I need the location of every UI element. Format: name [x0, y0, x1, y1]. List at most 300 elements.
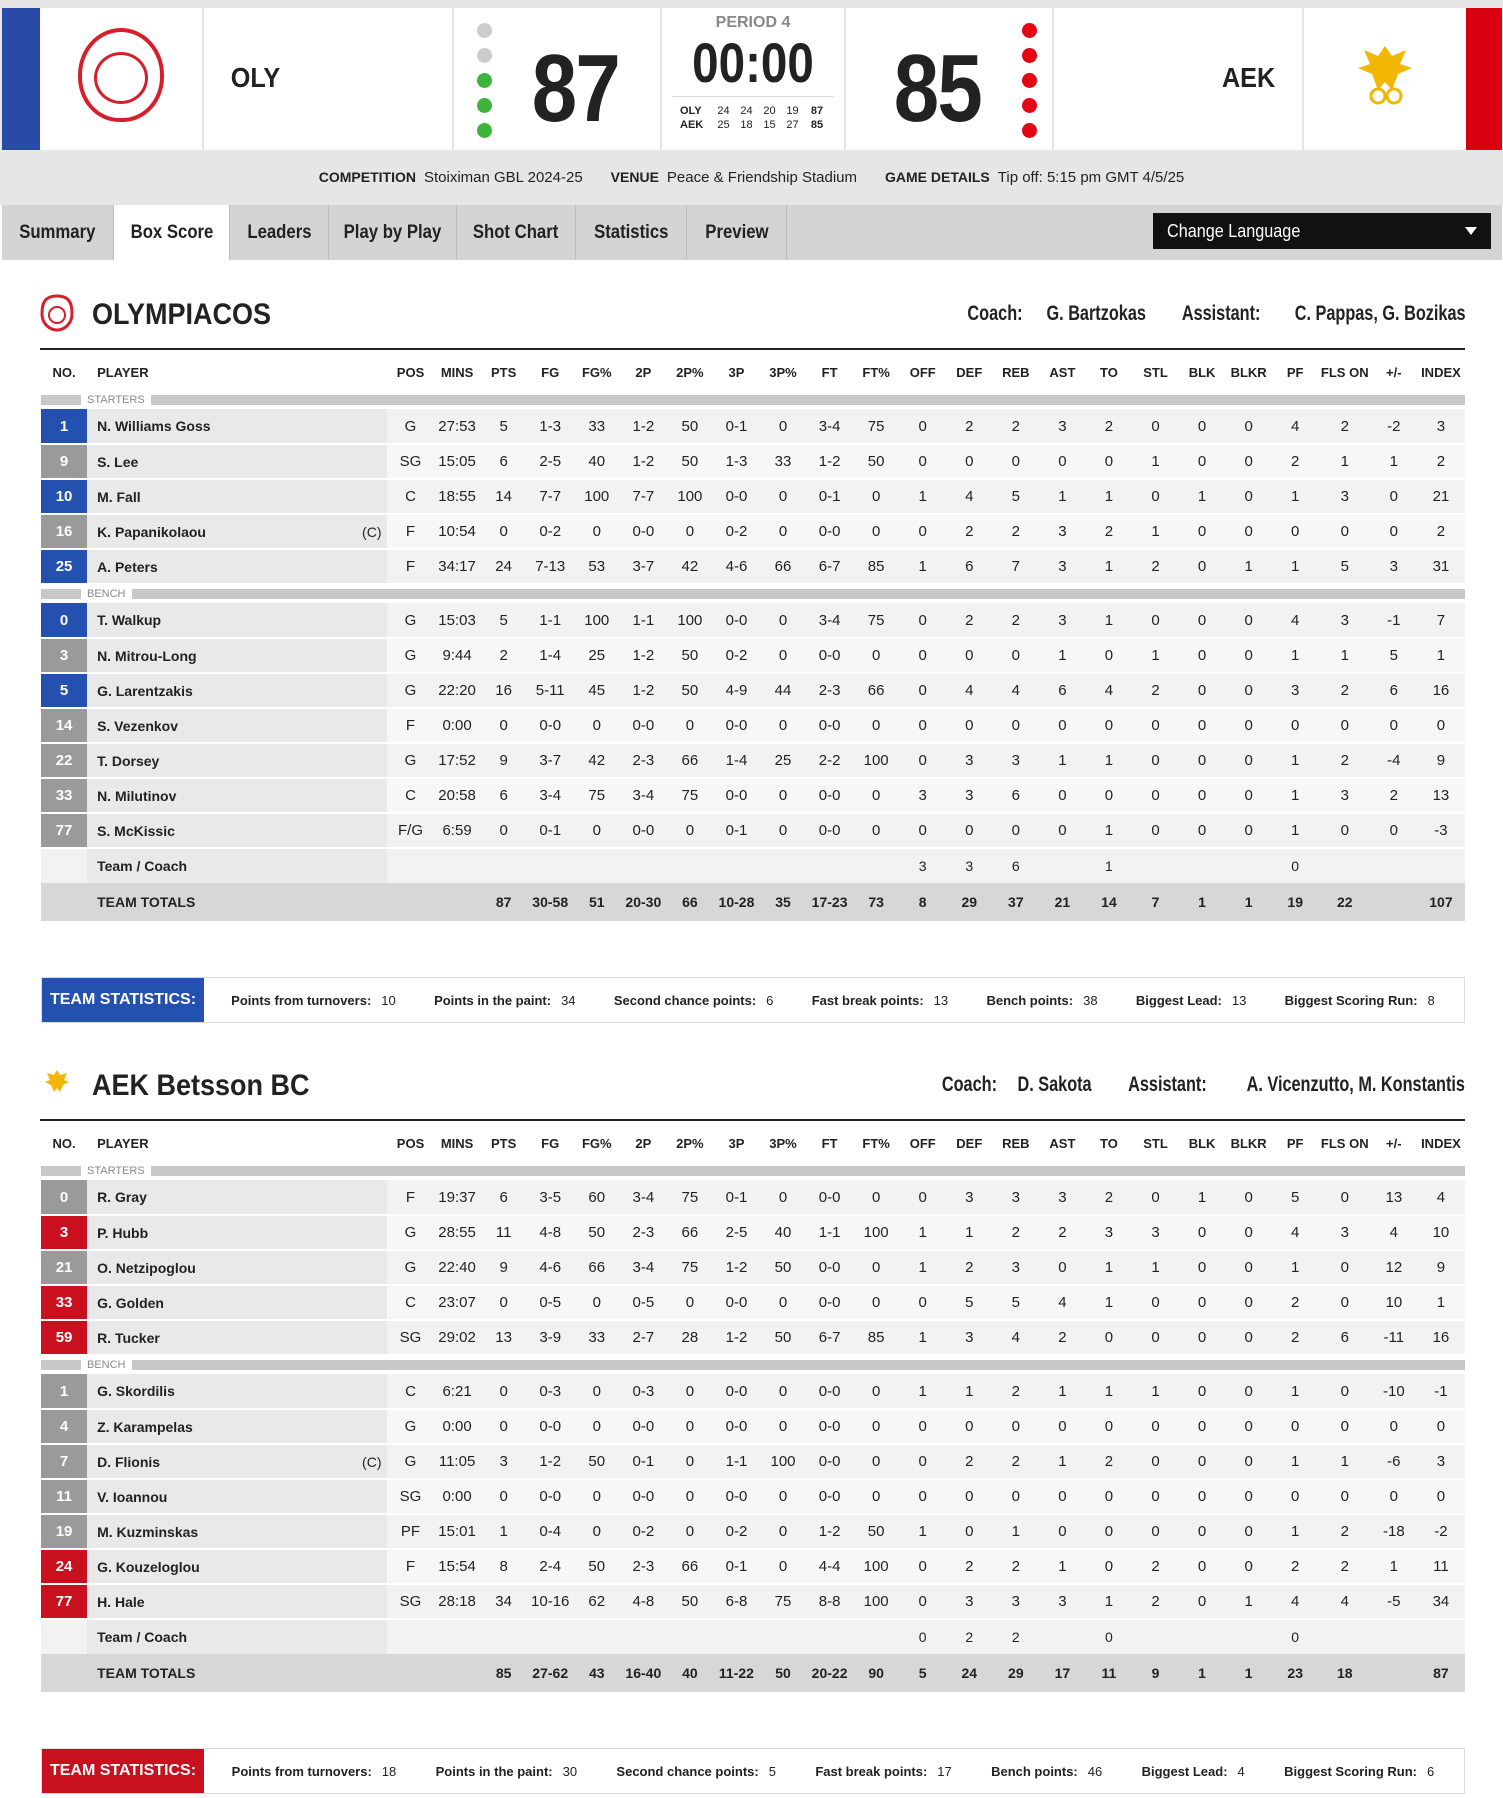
player-name-link[interactable]: N. Mitrou-Long	[87, 638, 387, 673]
stat-cell: 0	[1226, 1250, 1272, 1285]
stat-cell: 1	[1226, 549, 1272, 584]
stat-cell: 13	[481, 1320, 527, 1355]
jersey-number: 5	[41, 673, 87, 708]
stat-cell: 9	[481, 1250, 527, 1285]
stat-cell: 1	[1085, 479, 1132, 514]
player-name-link[interactable]: G. Larentzakis	[87, 673, 387, 708]
stat-cell: 16	[1417, 1320, 1465, 1355]
stat-cell: 1	[1039, 1374, 1085, 1409]
column-header[interactable]: PLAYER	[97, 364, 149, 380]
stat-cell: 4-8	[620, 1584, 667, 1619]
stat-cell: 6	[481, 444, 527, 479]
stat-cell: 2-2	[806, 743, 853, 778]
stat-cell: 0	[1226, 813, 1272, 848]
stat-cell	[1039, 848, 1085, 883]
column-header[interactable]: +/-	[1386, 364, 1402, 380]
stat-cell: 2	[1319, 1549, 1371, 1584]
stat-cell: 0	[1085, 1320, 1132, 1355]
column-header[interactable]: BLK	[1188, 1135, 1216, 1151]
column-header[interactable]: +/-	[1386, 1135, 1402, 1151]
stat-cell: 100	[574, 603, 620, 638]
stat-cell: 3	[481, 1444, 527, 1479]
stat-cell: 0-0	[527, 1409, 574, 1444]
stat-cell: 1	[899, 1320, 946, 1355]
player-name-link[interactable]: G. Kouzeloglou	[87, 1549, 387, 1584]
stat-cell: 9	[481, 743, 527, 778]
jersey-number: 14	[41, 708, 87, 743]
tab-statistics[interactable]: Statistics	[576, 205, 687, 260]
stat-cell: 0	[1417, 708, 1465, 743]
stat-cell: 0	[1179, 813, 1226, 848]
total-cell	[434, 883, 481, 921]
stat-cell: 75	[667, 778, 713, 813]
team-stat-item: Biggest Lead: 4	[1141, 1763, 1245, 1779]
stat-cell: 0	[1179, 1409, 1226, 1444]
stat-cell: 0	[1039, 708, 1085, 743]
stat-cell: 4-6	[527, 1250, 574, 1285]
column-header[interactable]: FT%	[862, 1135, 890, 1151]
stat-cell: 0	[760, 1479, 806, 1514]
stat-cell: 1-1	[527, 603, 574, 638]
stat-cell: 0-1	[806, 479, 853, 514]
stat-cell: 2	[1319, 1514, 1371, 1549]
stat-cell: 42	[667, 549, 713, 584]
jersey-number: 3	[41, 1215, 87, 1250]
stat-cell: 6	[481, 778, 527, 813]
stat-cell: F	[387, 708, 433, 743]
player-name-link[interactable]: S. McKissic	[87, 813, 387, 848]
stat-cell: -5	[1371, 1584, 1417, 1619]
stat-cell: 1	[1272, 638, 1319, 673]
player-name-link[interactable]: O. Netzipoglou	[87, 1250, 387, 1285]
stat-cell: 4	[946, 673, 992, 708]
stat-cell: 0-0	[713, 708, 760, 743]
stat-cell: 0	[1272, 1479, 1319, 1514]
column-header[interactable]: REB	[1002, 1135, 1030, 1151]
column-header[interactable]: DEF	[956, 1135, 983, 1151]
stat-cell	[1319, 848, 1371, 883]
stat-cell: 0	[1039, 813, 1085, 848]
stat-cell: 75	[760, 1584, 806, 1619]
stat-cell: 100	[760, 1444, 806, 1479]
stat-cell: 6:59	[434, 813, 481, 848]
player-name-link[interactable]: G. Golden	[87, 1285, 387, 1320]
stat-cell: 0	[1226, 444, 1272, 479]
stat-cell: 6	[992, 778, 1039, 813]
column-header[interactable]: 2P%	[676, 1135, 704, 1151]
stat-cell: 0	[1319, 1374, 1371, 1409]
stat-cell: 9:44	[434, 638, 481, 673]
stat-cell: 75	[667, 1250, 713, 1285]
stat-cell: 0-1	[713, 813, 760, 848]
column-header[interactable]: INDEX	[1421, 1135, 1461, 1151]
stat-cell: 62	[574, 1584, 620, 1619]
column-header[interactable]: PLAYER	[97, 1135, 149, 1151]
stat-cell: 0	[1179, 708, 1226, 743]
stat-cell: F/G	[387, 813, 433, 848]
stat-cell: 1-1	[620, 603, 667, 638]
player-name-link[interactable]: H. Hale	[87, 1584, 387, 1619]
table-row	[41, 708, 1465, 743]
stat-cell: 2	[1272, 444, 1319, 479]
away-team-abbr: AEK	[1221, 62, 1276, 93]
player-name-link[interactable]: S. Vezenkov	[87, 708, 387, 743]
team-totals-row	[41, 883, 1465, 921]
team-header	[40, 1063, 1465, 1113]
timeout-dot-icon	[477, 123, 492, 138]
stat-cell: 0	[1085, 444, 1132, 479]
stat-cell: 6	[1319, 1320, 1371, 1355]
total-cell: 29	[992, 1654, 1039, 1692]
stat-cell: 0	[481, 514, 527, 549]
column-header[interactable]: 2P	[635, 364, 652, 380]
jersey-number: 10	[41, 479, 87, 514]
player-name-link[interactable]: R. Tucker	[87, 1320, 387, 1355]
table-row	[41, 1250, 1465, 1285]
timeout-dot-icon	[477, 73, 492, 88]
column-header[interactable]: BLKR	[1230, 1135, 1267, 1151]
total-cell: 23	[1272, 1654, 1319, 1692]
stat-cell: G	[387, 603, 433, 638]
stat-cell: 1	[1085, 813, 1132, 848]
player-name-link[interactable]: G. Skordilis	[87, 1374, 387, 1409]
column-header[interactable]: MINS	[440, 364, 474, 380]
stat-cell: SG	[387, 1479, 433, 1514]
stat-cell: 0-0	[806, 708, 853, 743]
stat-cell: 0	[760, 409, 806, 444]
stat-cell: 0	[760, 813, 806, 848]
section-label: BENCH	[81, 1359, 132, 1371]
column-header[interactable]: REB	[1002, 364, 1030, 380]
column-header[interactable]: POS	[396, 1135, 425, 1151]
stat-cell: 0	[1179, 409, 1226, 444]
column-header[interactable]: PF	[1286, 1135, 1304, 1151]
stat-cell: 0	[1132, 1409, 1178, 1444]
column-header[interactable]: FT	[821, 364, 838, 380]
column-header[interactable]: 3P	[728, 1135, 745, 1151]
away-score-cell	[846, 8, 1052, 150]
column-header[interactable]: MINS	[440, 1135, 474, 1151]
stat-cell: 1-2	[620, 444, 667, 479]
total-cell: 73	[853, 883, 899, 921]
team-name: OLYMPIACOS	[92, 298, 272, 331]
stat-cell: 1-3	[527, 409, 574, 444]
coach-name: G. Bartzokas	[1046, 302, 1146, 325]
timeout-dot-icon	[1022, 48, 1037, 63]
column-header[interactable]: FLS ON	[1320, 1135, 1369, 1151]
stat-cell: 4	[992, 673, 1039, 708]
team-statistics-title: TEAM STATISTICS:	[42, 1749, 204, 1793]
tab-leaders[interactable]: Leaders	[230, 205, 329, 260]
jersey-number: 21	[41, 1250, 87, 1285]
stat-cell: 2-3	[806, 673, 853, 708]
stat-cell: 3	[1319, 778, 1371, 813]
stat-cell: 1	[1226, 1584, 1272, 1619]
player-name-link[interactable]: R. Gray	[87, 1180, 387, 1215]
stat-cell: -1	[1417, 1374, 1465, 1409]
stat-cell: 1	[1132, 1374, 1178, 1409]
stat-cell: 1	[1272, 778, 1319, 813]
stat-cell: 0	[1132, 603, 1178, 638]
stat-cell: 0	[667, 708, 713, 743]
stat-cell: 0	[1132, 1180, 1178, 1215]
stat-cell: 4-8	[527, 1215, 574, 1250]
stat-cell: -4	[1371, 743, 1417, 778]
stat-cell: 4	[1039, 1285, 1085, 1320]
tab-shot-chart[interactable]: Shot Chart	[457, 205, 576, 260]
stat-cell: 85	[853, 549, 899, 584]
stat-cell: 1	[1085, 1285, 1132, 1320]
stat-cell: 100	[853, 1215, 899, 1250]
column-header[interactable]: FG%	[581, 364, 612, 380]
game-clock-cell	[662, 8, 844, 150]
column-header[interactable]: BLK	[1188, 364, 1216, 380]
stat-cell	[760, 1619, 806, 1654]
stat-cell: 1-2	[620, 673, 667, 708]
stat-cell: 0	[574, 1409, 620, 1444]
quarter-team-abbr: OLY	[680, 105, 702, 117]
column-header[interactable]: FG%	[581, 1135, 612, 1151]
stat-cell: 4	[1272, 1215, 1319, 1250]
player-name-link[interactable]: D. Flionis (C)	[87, 1444, 387, 1479]
column-header[interactable]: NO.	[52, 1135, 76, 1151]
column-header[interactable]: TO	[1100, 364, 1118, 380]
team-coach-row	[41, 848, 1465, 883]
total-cell: 87	[481, 883, 527, 921]
game-info-bar	[0, 150, 1503, 205]
scoreboard	[0, 0, 1503, 150]
player-name-link[interactable]: T. Dorsey	[87, 743, 387, 778]
column-header[interactable]: FG	[541, 1135, 560, 1151]
tab-play-by-play[interactable]: Play by Play	[329, 205, 457, 260]
stat-cell: 0	[853, 638, 899, 673]
stat-cell: 75	[574, 778, 620, 813]
stat-cell: 0-0	[620, 708, 667, 743]
column-header[interactable]: AST	[1049, 364, 1076, 380]
box-score-table	[41, 1124, 1465, 1692]
team-stat-item: Fast break points: 13	[811, 992, 949, 1008]
stat-cell: 0	[1179, 603, 1226, 638]
column-header[interactable]: FT	[821, 1135, 838, 1151]
stat-cell: 50	[574, 1444, 620, 1479]
column-header[interactable]: OFF	[909, 364, 936, 380]
total-cell: 17	[1039, 1654, 1085, 1692]
stat-cell: 0	[899, 1584, 946, 1619]
stat-cell: 0	[1179, 1215, 1226, 1250]
stat-cell: 45	[574, 673, 620, 708]
jersey-number: 0	[41, 1180, 87, 1215]
player-name-link[interactable]: K. Papanikolaou (C)	[87, 514, 387, 549]
stat-cell: 0-0	[713, 1374, 760, 1409]
timeout-dot-icon	[1022, 123, 1037, 138]
stat-cell: C	[387, 778, 433, 813]
stat-cell: G	[387, 673, 433, 708]
stat-cell: 8-8	[806, 1584, 853, 1619]
team-stat-item: Second chance points: 6	[613, 992, 774, 1008]
column-header[interactable]: 3P%	[769, 1135, 797, 1151]
player-name-link[interactable]: Z. Karampelas	[87, 1409, 387, 1444]
stat-cell: 0	[1179, 778, 1226, 813]
column-header[interactable]: FG	[541, 364, 560, 380]
stat-cell: 0	[1085, 1619, 1132, 1654]
stat-cell: SG	[387, 1584, 433, 1619]
stat-cell: 1	[946, 1215, 992, 1250]
stat-cell: 0	[946, 813, 992, 848]
stat-cell: 33	[574, 409, 620, 444]
stat-cell	[434, 1619, 481, 1654]
stat-cell: 50	[574, 1549, 620, 1584]
stat-cell: 1	[1417, 1285, 1465, 1320]
player-name-link[interactable]: N. Milutinov	[87, 778, 387, 813]
aek-logo-icon	[40, 1067, 74, 1101]
stat-cell: 0	[899, 514, 946, 549]
stat-cell: 3	[1417, 409, 1465, 444]
column-header[interactable]: STL	[1143, 1135, 1168, 1151]
stat-cell: 0	[1371, 813, 1417, 848]
stat-cell: -2	[1371, 409, 1417, 444]
stat-cell: 3	[899, 778, 946, 813]
player-name-link[interactable]: N. Williams Goss	[87, 409, 387, 444]
total-cell	[1371, 883, 1417, 921]
column-header[interactable]: OFF	[909, 1135, 936, 1151]
game-clock: 00:00	[692, 31, 814, 94]
stat-cell: 0	[899, 743, 946, 778]
column-header[interactable]: POS	[396, 364, 425, 380]
stat-cell: 6	[1371, 673, 1417, 708]
total-cell: 1	[1226, 883, 1272, 921]
assistant-names: C. Pappas, G. Bozikas	[1294, 302, 1465, 325]
player-name-link[interactable]: T. Walkup	[87, 603, 387, 638]
stat-cell	[853, 848, 899, 883]
home-color-bar	[2, 8, 40, 150]
stat-cell: 60	[574, 1180, 620, 1215]
stat-cell: 0	[1132, 778, 1178, 813]
stat-cell: 1	[1179, 479, 1226, 514]
stat-cell: 2	[1319, 743, 1371, 778]
stat-cell: 0-0	[806, 1180, 853, 1215]
team-stat-item: Points from turnovers: 18	[231, 1763, 397, 1779]
column-header[interactable]: PF	[1286, 364, 1304, 380]
column-header[interactable]: FT%	[862, 364, 890, 380]
stat-cell: 0	[760, 479, 806, 514]
stat-cell: 0	[1272, 514, 1319, 549]
tab-summary[interactable]: Summary	[2, 205, 114, 260]
column-header[interactable]: PTS	[490, 1135, 517, 1151]
stat-cell: 0	[1319, 514, 1371, 549]
player-name-link[interactable]: M. Fall	[87, 479, 387, 514]
column-header[interactable]: AST	[1049, 1135, 1076, 1151]
section-label: STARTERS	[81, 1165, 151, 1177]
jersey-number: 0	[41, 603, 87, 638]
stat-cell: 1-3	[713, 444, 760, 479]
game-details-label: GAME DETAILS	[885, 169, 990, 185]
stat-cell: 0	[1417, 1409, 1465, 1444]
stat-cell	[1179, 848, 1226, 883]
total-cell: 20-30	[620, 883, 667, 921]
stat-cell: 1	[1132, 638, 1178, 673]
player-name-link[interactable]: V. Ioannou	[87, 1479, 387, 1514]
stat-cell: 2	[946, 1549, 992, 1584]
stat-cell: 0	[574, 1374, 620, 1409]
stat-cell	[387, 1619, 433, 1654]
stat-cell: 10	[1371, 1285, 1417, 1320]
total-cell: 107	[1417, 883, 1465, 921]
tab-preview[interactable]: Preview	[687, 205, 787, 260]
stat-cell: 7	[1417, 603, 1465, 638]
language-select[interactable]: Change Language	[1153, 213, 1491, 249]
stat-cell: 100	[853, 743, 899, 778]
stat-cell: 0-0	[620, 1479, 667, 1514]
player-name-link[interactable]: S. Lee	[87, 444, 387, 479]
stat-cell: 2	[992, 603, 1039, 638]
player-name-link[interactable]: P. Hubb	[87, 1215, 387, 1250]
stat-cell: 0-0	[620, 1409, 667, 1444]
team-stat-item: Fast break points: 17	[815, 1763, 952, 1779]
stat-cell: 0-0	[806, 1285, 853, 1320]
column-header[interactable]: DEF	[956, 364, 983, 380]
stat-cell: 0	[667, 813, 713, 848]
stat-cell: 0	[899, 1549, 946, 1584]
game-details-value: Tip off: 5:15 pm GMT 4/5/25	[997, 169, 1185, 186]
player-name-link[interactable]: A. Peters	[87, 549, 387, 584]
stat-cell: 0	[1226, 708, 1272, 743]
stat-cell: 34	[1417, 1584, 1465, 1619]
column-header[interactable]: 3P%	[769, 364, 797, 380]
stat-cell: 2	[992, 1549, 1039, 1584]
stat-cell: 1	[1272, 1514, 1319, 1549]
stat-cell: 0	[853, 1180, 899, 1215]
column-header[interactable]: INDEX	[1421, 364, 1461, 380]
stat-cell: 0	[1085, 1479, 1132, 1514]
total-cell: 8	[899, 883, 946, 921]
stat-cell: 0-2	[713, 638, 760, 673]
column-header[interactable]: STL	[1143, 364, 1168, 380]
column-header[interactable]: 2P%	[676, 364, 704, 380]
stat-cell: 0	[1132, 409, 1178, 444]
column-header[interactable]: 2P	[635, 1135, 652, 1151]
stat-cell: 0	[1226, 1374, 1272, 1409]
stat-cell: 2-3	[620, 1549, 667, 1584]
stat-cell: 66	[853, 673, 899, 708]
total-cell: 19	[1272, 883, 1319, 921]
table-header-row	[41, 1124, 1465, 1162]
table-row	[41, 638, 1465, 673]
tab-box-score[interactable]: Box Score	[114, 205, 230, 260]
table-row	[41, 1584, 1465, 1619]
column-header[interactable]: FLS ON	[1320, 364, 1369, 380]
stat-cell: 0	[946, 638, 992, 673]
column-header[interactable]: 3P	[728, 364, 745, 380]
total-cell: 11-22	[713, 1654, 760, 1692]
total-cell: 9	[1132, 1654, 1178, 1692]
olympiacos-logo-icon	[40, 294, 74, 332]
player-name-link[interactable]: M. Kuzminskas	[87, 1514, 387, 1549]
stat-cell: 6	[946, 549, 992, 584]
stat-cell: 0	[853, 1285, 899, 1320]
column-header[interactable]: NO.	[52, 364, 76, 380]
column-header[interactable]: BLKR	[1230, 364, 1267, 380]
column-header[interactable]: TO	[1100, 1135, 1118, 1151]
stat-cell: 2	[946, 603, 992, 638]
stat-cell: 1	[1039, 479, 1085, 514]
stat-cell: 0	[760, 1285, 806, 1320]
stat-cell: 0-1	[713, 1180, 760, 1215]
stat-cell: 3-4	[620, 1180, 667, 1215]
stat-cell: 0	[1226, 1285, 1272, 1320]
column-header[interactable]: PTS	[490, 364, 517, 380]
home-score-cell	[454, 8, 660, 150]
jersey-number: 7	[41, 1444, 87, 1479]
